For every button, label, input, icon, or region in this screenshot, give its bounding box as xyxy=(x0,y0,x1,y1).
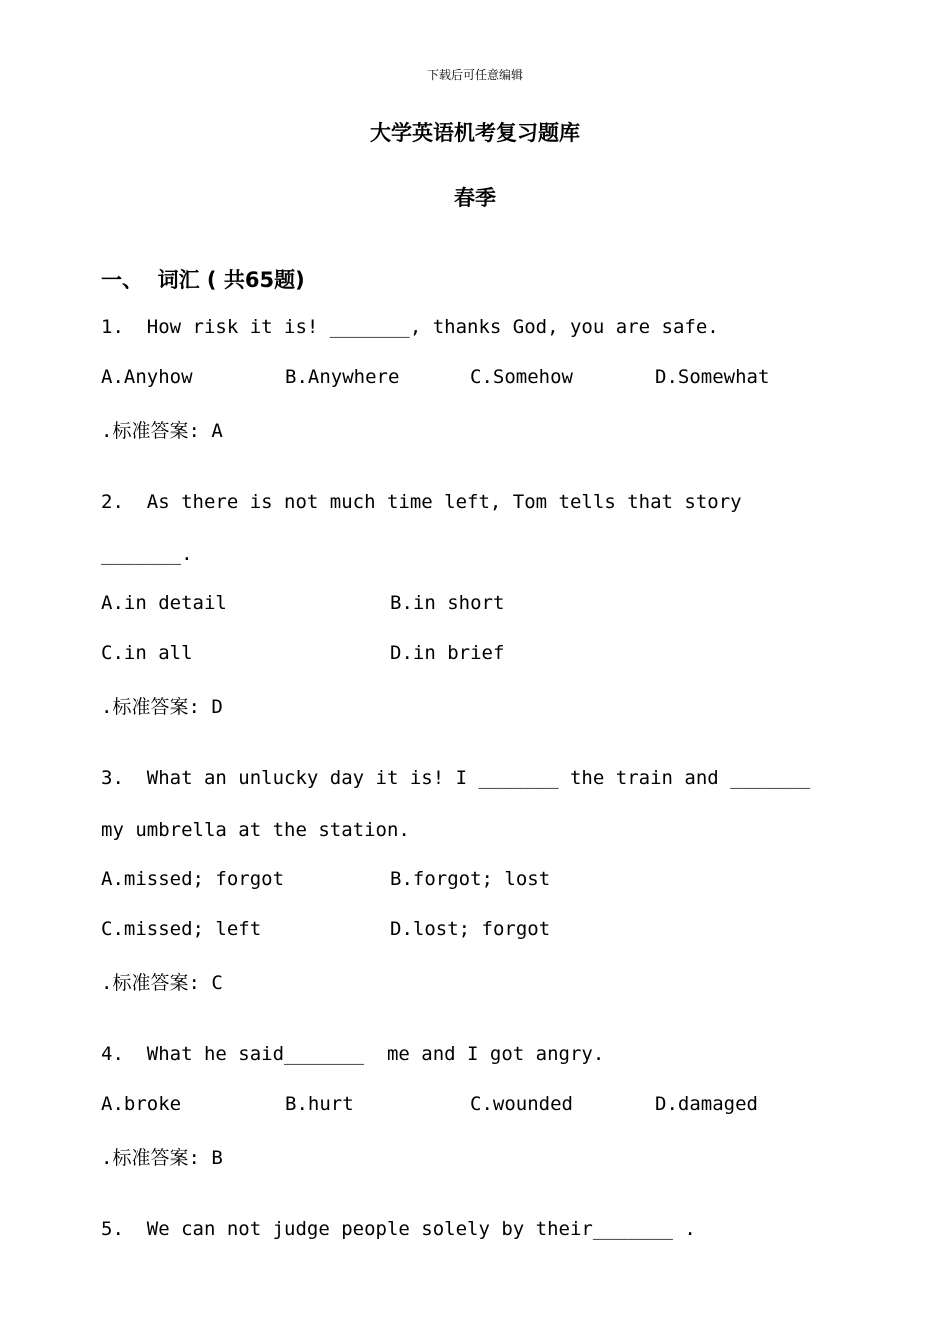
question-2-stem-continued: _______. xyxy=(101,543,193,565)
question-4-option-c: C.wounded xyxy=(470,1093,573,1115)
page-header: 下载后可任意编辑 xyxy=(426,68,523,82)
question-1-option-d: D.Somewhat xyxy=(655,366,770,388)
question-1-option-c: C.Somehow xyxy=(470,366,573,388)
question-2-option-a: A.in detail xyxy=(101,592,227,614)
question-4-option-a: A.broke xyxy=(101,1093,182,1115)
question-3-option-c: C.missed; left xyxy=(101,918,262,940)
question-1-option-a: A.Anyhow xyxy=(101,366,193,388)
question-3-option-b: B.forgot; lost xyxy=(390,868,551,890)
question-4-answer: .标准答案: B xyxy=(101,1147,223,1169)
question-2-option-b: B.in short xyxy=(390,592,505,614)
question-2-stem: 2. As there is not much time left, Tom tells that story xyxy=(101,491,742,513)
question-4-stem: 4. What he said_______ me and I got angry. xyxy=(101,1043,605,1065)
question-4-option-d: D.damaged xyxy=(655,1093,758,1115)
question-5-stem: 5. We can not judge people solely by their_______ . xyxy=(101,1218,696,1240)
question-2-option-c: C.in all xyxy=(101,642,193,664)
question-3-option-d: D.lost; forgot xyxy=(390,918,551,940)
question-1-answer: .标准答案: A xyxy=(101,420,223,442)
question-1-stem: 1. How risk it is! _______, thanks God, you are safe. xyxy=(101,316,719,338)
question-3-option-a: A.missed; forgot xyxy=(101,868,285,890)
question-2-option-d: D.in brief xyxy=(390,642,505,664)
document-title: 大学英语机考复习题库 xyxy=(370,121,580,145)
document-subtitle: 春季 xyxy=(454,186,496,210)
question-1-option-b: B.Anywhere xyxy=(285,366,400,388)
section-heading: 一、 词汇 ( 共65题) xyxy=(101,268,305,292)
question-3-answer: .标准答案: C xyxy=(101,972,223,994)
question-4-option-b: B.hurt xyxy=(285,1093,354,1115)
question-2-answer: .标准答案: D xyxy=(101,696,223,718)
question-3-stem-continued: my umbrella at the station. xyxy=(101,819,410,841)
question-3-stem: 3. What an unlucky day it is! I _______ the train and _______ xyxy=(101,767,811,789)
